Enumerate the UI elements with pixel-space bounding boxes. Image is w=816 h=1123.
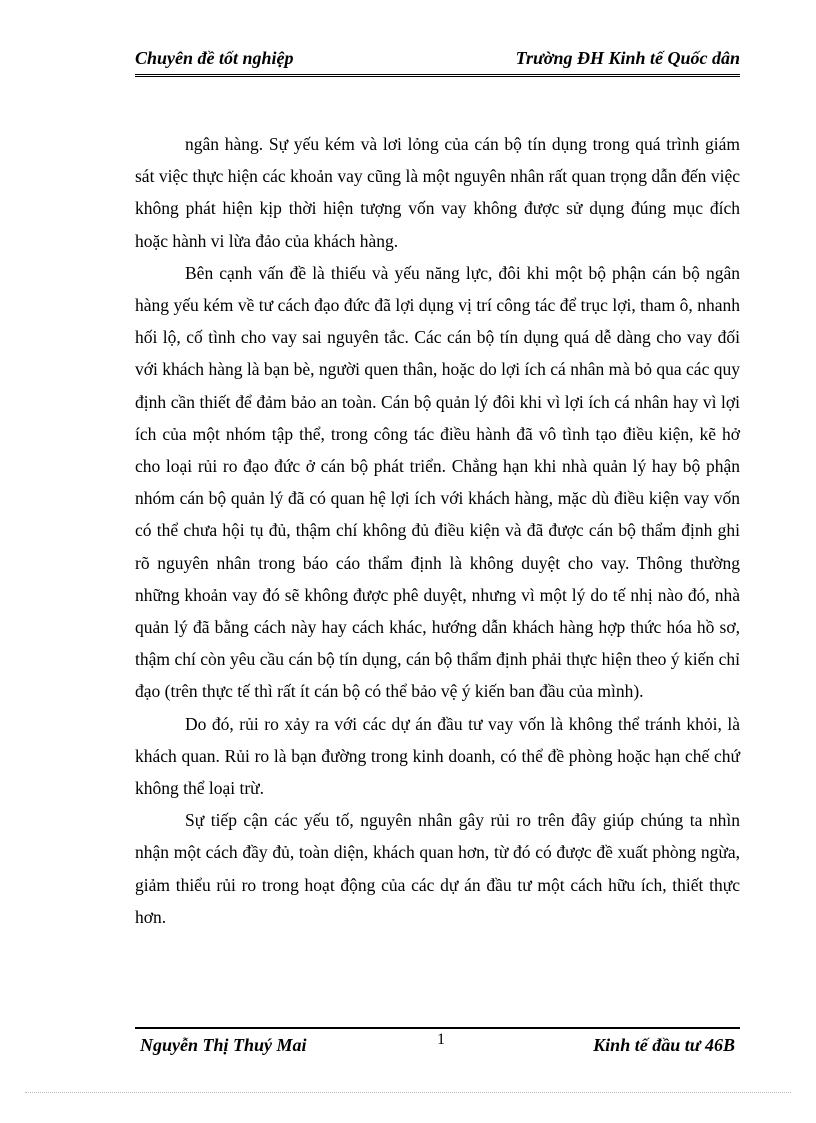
- paragraph-1: ngân hàng. Sự yếu kém và lơi lỏng của cán bộ tín dụng trong quá trình giám sát việc thực hiện các khoản vay cũng là một nguyên nhân rất quan trọng dẫn đến việc không phát hiện kịp thời hiện tượng vốn vay không được sử dụng đúng mục đích hoặc hành vi lừa đảo của khách hàng.: [135, 134, 740, 251]
- page-edge-divider: [25, 1092, 791, 1093]
- header-thesis-title: Chuyên đề tốt nghiệp: [135, 48, 294, 68]
- page-number: 1: [437, 1031, 445, 1048]
- paragraph-3: Do đó, rủi ro xảy ra với các dự án đầu tư vay vốn là không thể tránh khỏi, là khách quan. Rủi ro là bạn đường trong kinh doanh, có thể đề phòng hoặc hạn chế chứ không thể loại trừ.: [135, 713, 740, 799]
- footer-author: Nguyễn Thị Thuý Mai: [140, 1035, 307, 1055]
- header-university: Trường ĐH Kinh tế Quốc dân: [515, 48, 740, 68]
- paragraph-4: Sự tiếp cận các yếu tố, nguyên nhân gây rủi ro trên đây giúp chúng ta nhìn nhận một cách đầy đủ, toàn diện, khách quan hơn, từ đó có được đề xuất phòng ngừa, giảm thiểu rủi ro trong hoạt động của các dự án đầu tư một cách hữu ích, thiết thực hơn.: [135, 810, 740, 927]
- footer-course: Kinh tế đầu tư 46B: [593, 1035, 735, 1055]
- body-text: [135, 128, 740, 933]
- page-footer: [135, 1027, 740, 1063]
- page-header: [135, 48, 740, 77]
- paragraph-2: Bên cạnh vấn đề là thiếu và yếu năng lực, đôi khi một bộ phận cán bộ ngân hàng yếu kém về tư cách đạo đức đã lợi dụng vị trí công tác để trục lợi, tham ô, nhanh hối lộ, cố tình cho vay sai nguyên tắc. Các cán bộ tín dụng quá dễ dàng cho vay đối với khách hàng là bạn bè, người quen thân, hoặc do lợi ích cá nhân mà bỏ qua các quy định cần thiết để đảm bảo an toàn. Cán bộ quản lý đôi khi vì lợi ích cá nhân hay vì lợi ích của một nhóm tập thể, trong công tác điều hành đã vô tình tạo điều kiện, kẽ hở cho loại rủi ro đạo đức ở cán bộ phát triển. Chẳng hạn khi nhà quản lý hay bộ phận nhóm cán bộ quản lý đã có quan hệ lợi ích với khách hàng, mặc dù điều kiện vay vốn có thể chưa hội tụ đủ, thậm chí không đủ điều kiện và đã được cán bộ thẩm định ghi rõ nguyên nhân trong báo cáo thẩm định là không duyệt cho vay. Thông thường những khoản vay đó sẽ không được phê duyệt, nhưng vì một lý do tế nhị nào đó, nhà quản lý đã bằng cách này hay cách khác, hướng dẫn khách hàng hợp thức hóa hồ sơ, thậm chí còn yêu cầu cán bộ tín dụng, cán bộ thẩm định phải thực hiện theo ý kiến chỉ đạo (trên thực tế thì rất ít cán bộ có thể bảo vệ ý kiến ban đầu của mình).: [135, 262, 740, 702]
